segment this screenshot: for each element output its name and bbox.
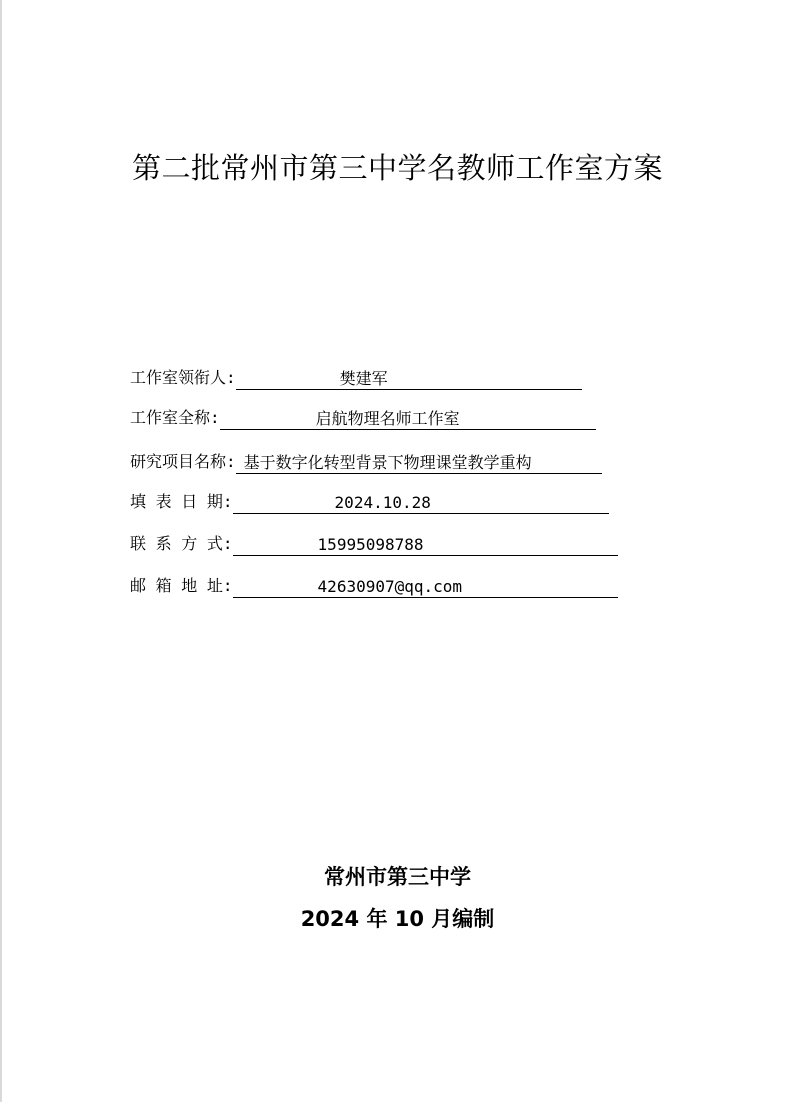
field-contact-value: 15995098788: [233, 534, 618, 556]
field-fill-date: [130, 490, 609, 514]
field-email: [130, 574, 618, 598]
field-leader: [130, 366, 582, 390]
footer-organization: 常州市第三中学: [324, 865, 471, 889]
field-email-label: 邮 箱 地 址:: [130, 576, 233, 595]
field-leader-label: 工作室领衔人:: [130, 368, 236, 387]
footer-date: 2024 年 10 月编制: [300, 907, 495, 931]
document-title: 第二批常州市第三中学名教师工作室方案: [131, 151, 663, 185]
field-studio-name-value: 启航物理名师工作室: [220, 408, 596, 430]
field-email-value: 42630907@qq.com: [233, 576, 618, 598]
field-leader-value: 樊建军: [236, 368, 582, 390]
field-contact: [130, 532, 618, 556]
field-fill-date-value: 2024.10.28: [233, 492, 609, 514]
field-studio-name: [130, 406, 596, 430]
field-project-name: [130, 450, 602, 474]
field-project-name-label: 研究项目名称:: [130, 452, 236, 471]
field-project-name-value: 基于数字化转型背景下物理课堂教学重构: [236, 452, 602, 474]
field-studio-name-label: 工作室全称:: [130, 408, 220, 427]
field-contact-label: 联 系 方 式:: [130, 534, 233, 553]
field-fill-date-label: 填 表 日 期:: [130, 492, 233, 511]
